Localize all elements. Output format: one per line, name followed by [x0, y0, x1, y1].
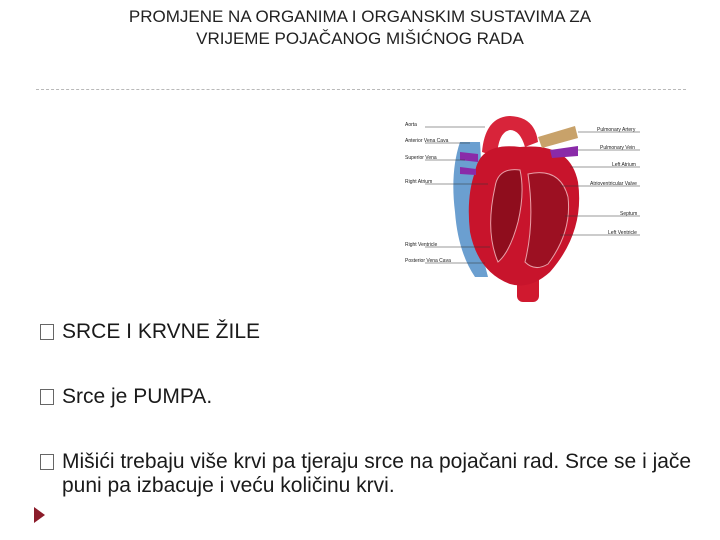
label-aorta: Aorta [405, 122, 417, 128]
label-septum: Septum [620, 211, 638, 217]
square-bullet-icon [40, 324, 54, 340]
bullet-item [40, 320, 702, 344]
label-right-ventricle: Right Ventricle [405, 242, 438, 248]
label-atrioventricular-valve: Atrioventricular Valve [590, 181, 637, 187]
heart-illustration [400, 112, 645, 307]
bullet-text: Mišići trebaju više krvi pa tjeraju srce na pojačani rad. Srce se i jače puni pa izbacuje i veću količinu krvi. [62, 450, 692, 497]
bullet-item [40, 385, 702, 409]
label-superior-vena: Superior Vena [405, 155, 437, 161]
label-pulmonary-vein: Pulmonary Vein [600, 145, 636, 151]
bullet-text: Srce je PUMPA. [62, 385, 213, 408]
label-posterior-vena-cava: Posterior Vena Cava [405, 258, 451, 264]
label-pulmonary-artery: Pulmonary Artery [597, 127, 636, 133]
label-anterior-vena-cava: Anterior Vena Cava [405, 138, 449, 144]
bullet-item [40, 450, 702, 498]
slide-title-line-2: VRIJEME POJAČANOG MIŠIĆNOG RADA [196, 29, 524, 48]
next-slide-arrow-icon[interactable] [34, 507, 45, 523]
square-bullet-icon [40, 389, 54, 405]
square-bullet-icon [40, 454, 54, 470]
pulmonary-vein-shape [550, 146, 578, 158]
label-left-atrium: Left Atrium [612, 162, 636, 168]
bullet-text: SRCE I KRVNE ŽILE [62, 320, 261, 343]
slide-title-line-1: PROMJENE NA ORGANIMA I ORGANSKIM SUSTAVIMA ZA [128, 7, 592, 26]
label-left-ventricle: Left Ventricle [608, 230, 637, 236]
heart-diagram [400, 112, 645, 307]
slide-title [40, 6, 680, 50]
title-divider [36, 89, 686, 90]
label-right-atrium: Right Atrium [405, 179, 433, 185]
pulmonary-artery-shape [538, 126, 578, 148]
